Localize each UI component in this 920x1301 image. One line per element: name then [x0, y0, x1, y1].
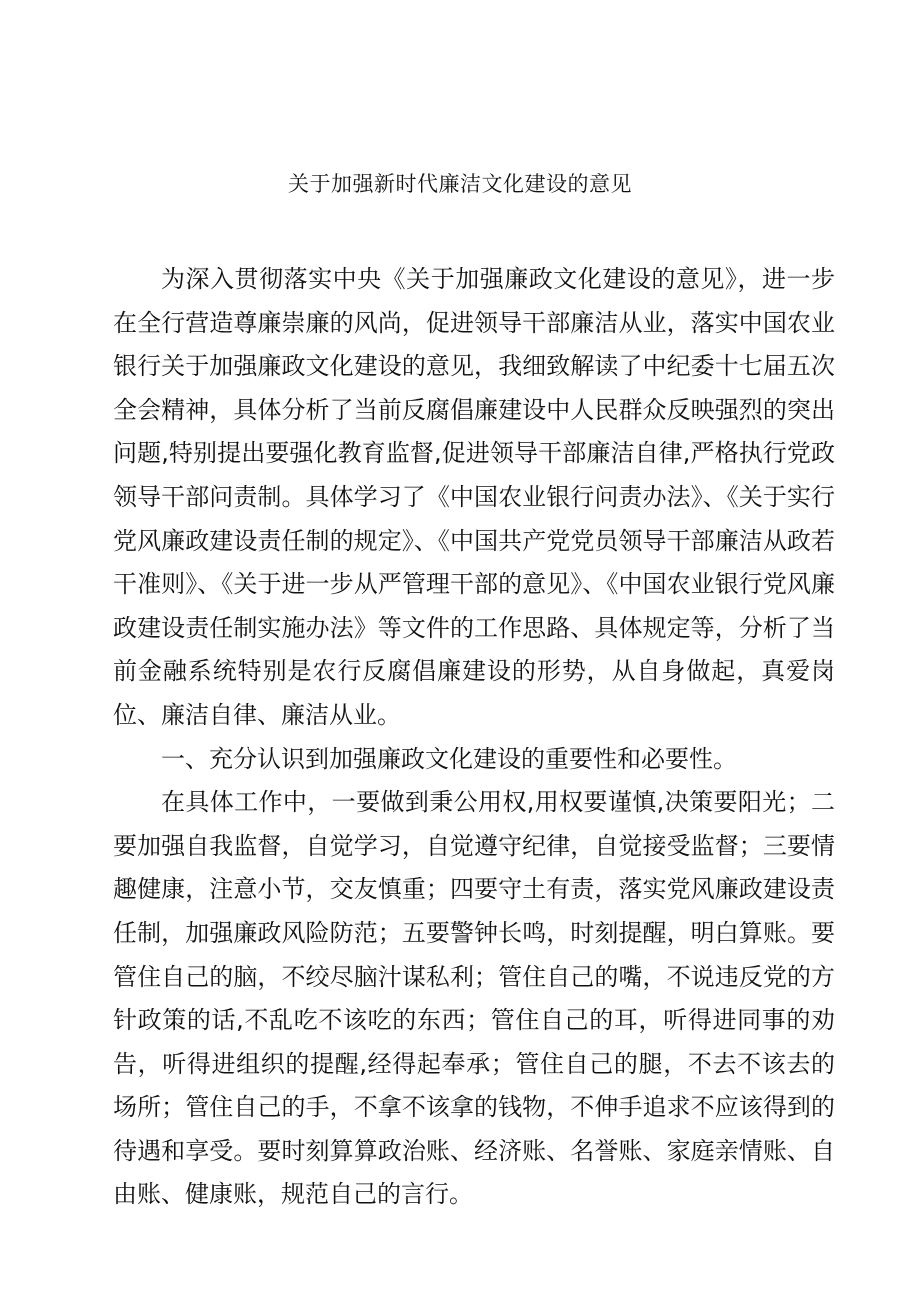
paragraph-work-requirements: 在具体工作中，一要做到秉公用权,用权要谨慎,决策要阳光；二要加强自我监督，自觉学习，自觉遵守纪律，自觉接受监督；三要情趣健康，注意小节，交友慎重；四要守土有责，落实党风廉政建设责任制，加强廉政风险防范；五要警钟长鸣，时刻提醒，明白算账。要管住自己的脑，不绞尽脑汁谋私利；管住自己的嘴，不说违反党的方针政策的话,不乱吃不该吃的东西；管住自己的耳，听得进同事的劝告，听得进组织的提醒,经得起奉承；管住自己的腿，不去不该去的场所；管住自己的手，不拿不该拿的钱物，不伸手追求不应该得到的待遇和享受。要时刻算算政治账、经济账、名誉账、家庭亲情账、自由账、健康账，规范自己的言行。	[113, 788, 835, 1209]
paragraph-section-heading: 一、充分认识到加强廉政文化建设的重要性和必要性。	[161, 744, 737, 773]
document-body	[113, 258, 835, 1217]
document-title: 关于加强新时代廉洁文化建设的意见	[288, 172, 632, 196]
paragraph-intro: 为深入贯彻落实中央《关于加强廉政文化建设的意见》，进一步在全行营造尊廉崇廉的风尚，促进领导干部廉洁从业，落实中国农业银行关于加强廉政文化建设的意见，我细致解读了中纪委十七届五次全会精神，具体分析了当前反腐倡廉建设中人民群众反映强烈的突出问题,特别提出要强化教育监督,促进领导干部廉洁自律,严格执行党政领导干部问责制。具体学习了《中国农业银行问责办法》、《关于实行党风廉政建设责任制的规定》、《中国共产党党员领导干部廉洁从政若干准则》、《关于进一步从严管理干部的意见》、《中国农业银行党风廉政建设责任制实施办法》等文件的工作思路、具体规定等，分析了当前金融系统特别是农行反腐倡廉建设的形势，从自身做起，真爱岗位、廉洁自律、廉洁从业。	[113, 265, 835, 729]
